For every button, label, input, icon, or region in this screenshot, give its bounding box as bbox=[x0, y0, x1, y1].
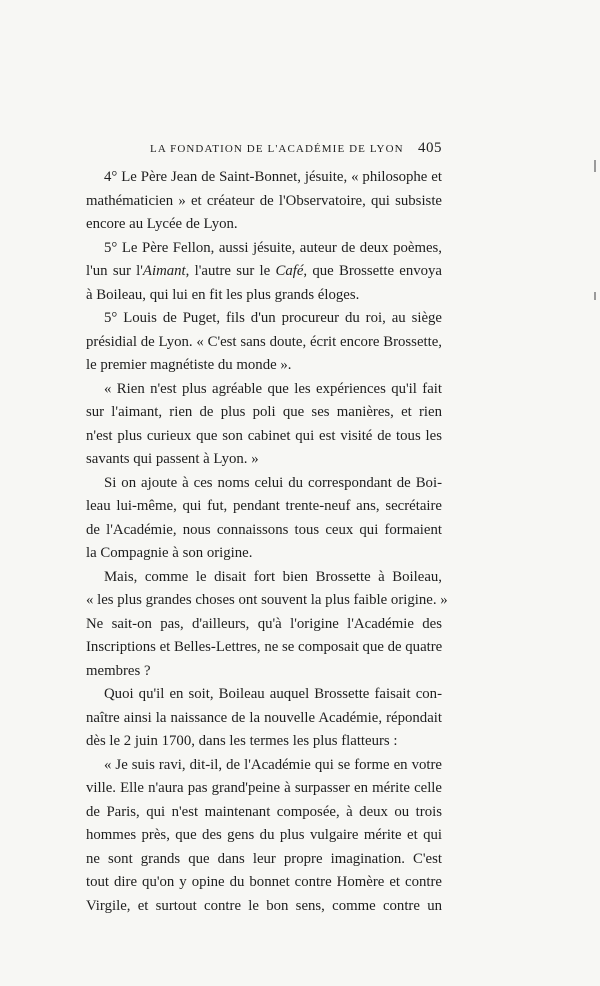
text-line: présidial de Lyon. « C'est sans doute, écrit encore Brossette, bbox=[86, 333, 442, 350]
text-line: « Je suis ravi, dit-il, de l'Académie qui se forme en votre bbox=[104, 756, 442, 773]
text-line: savants qui passent à Lyon. » bbox=[86, 451, 259, 467]
italic-text: Aimant bbox=[142, 263, 186, 279]
text-line bbox=[86, 260, 442, 284]
italic-text: Café bbox=[275, 263, 304, 279]
text-line: ville. Elle n'aura pas grand'peine à surpasser en mérite celle bbox=[86, 780, 442, 796]
text-line: « Rien n'est plus agréable que les expériences qu'il fait bbox=[104, 380, 442, 397]
text-line: Ne sait-on pas, d'ailleurs, qu'à l'origine l'Académie des bbox=[86, 615, 442, 632]
text-line: membres ? bbox=[86, 662, 151, 679]
page-header bbox=[150, 140, 442, 163]
text-line: leau lui-même, qui fut, pendant trente-neuf ans, secrétaire bbox=[86, 498, 442, 514]
text-span: , que Brossette envoya bbox=[303, 263, 442, 279]
text-line: n'est plus curieux que son cabinet qui est visité de tous les bbox=[86, 427, 442, 444]
text-line: 5° Louis de Puget, fils d'un procureur du roi, au siège bbox=[104, 310, 442, 326]
text-line: 5° Le Père Fellon, aussi jésuite, auteur de deux poèmes, bbox=[104, 239, 442, 256]
text-line: dès le 2 juin 1700, dans les termes les plus flatteurs : bbox=[86, 733, 398, 749]
body-text bbox=[86, 166, 448, 918]
text-line: Virgile, et surtout contre le bon sens, comme contre un bbox=[86, 897, 442, 914]
text-line: de l'Académie, nous connaissons tous ceux qui formaient bbox=[86, 521, 442, 538]
text-line: 4° Le Père Jean de Saint-Bonnet, jésuite, « philosophe et bbox=[104, 169, 442, 185]
text-line: Si on ajoute à ces noms celui du correspondant de Boi- bbox=[104, 474, 442, 491]
page-edge-mark bbox=[594, 160, 596, 172]
text-line: ne sont grands que dans leur propre imagination. C'est bbox=[86, 850, 442, 867]
page-number: 405 bbox=[418, 140, 442, 156]
text-line: mathématicien » et créateur de l'Observatoire, qui subsiste bbox=[86, 192, 442, 209]
text-line: le premier magnétiste du monde ». bbox=[86, 357, 292, 373]
page-edge-mark bbox=[594, 292, 596, 300]
text-line: Quoi qu'il en soit, Boileau auquel Brossette faisait con- bbox=[104, 686, 442, 702]
text-line: à Boileau, qui lui en fit les plus grands éloges. bbox=[86, 286, 360, 303]
running-head: LA FONDATION DE L'ACADÉMIE DE LYON bbox=[150, 143, 404, 155]
text-line: sur l'aimant, rien de plus poli que ses manières, et rien bbox=[86, 404, 442, 420]
text-line: Mais, comme le disait fort bien Brossette à Boileau, bbox=[104, 568, 442, 585]
text-line: la Compagnie à son origine. bbox=[86, 545, 253, 561]
text-line: Inscriptions et Belles-Lettres, ne se composait que de quatre bbox=[86, 639, 443, 655]
text-line: de Paris, qui n'est maintenant composée, à deux ou trois bbox=[86, 803, 442, 820]
text-line: naître ainsi la naissance de la nouvelle Académie, répondait bbox=[86, 709, 442, 726]
text-line: « les plus grandes choses ont souvent la plus faible origine. » bbox=[86, 592, 448, 608]
text-span: , l'autre sur le bbox=[185, 263, 276, 279]
text-line: tout dire qu'on y opine du bonnet contre Homère et contre bbox=[86, 874, 442, 890]
text-span: l'un sur l' bbox=[86, 263, 143, 279]
text-line: hommes près, que des gens du plus vulgaire mérite et qui bbox=[86, 827, 442, 843]
text-line: encore au Lycée de Lyon. bbox=[86, 216, 238, 232]
